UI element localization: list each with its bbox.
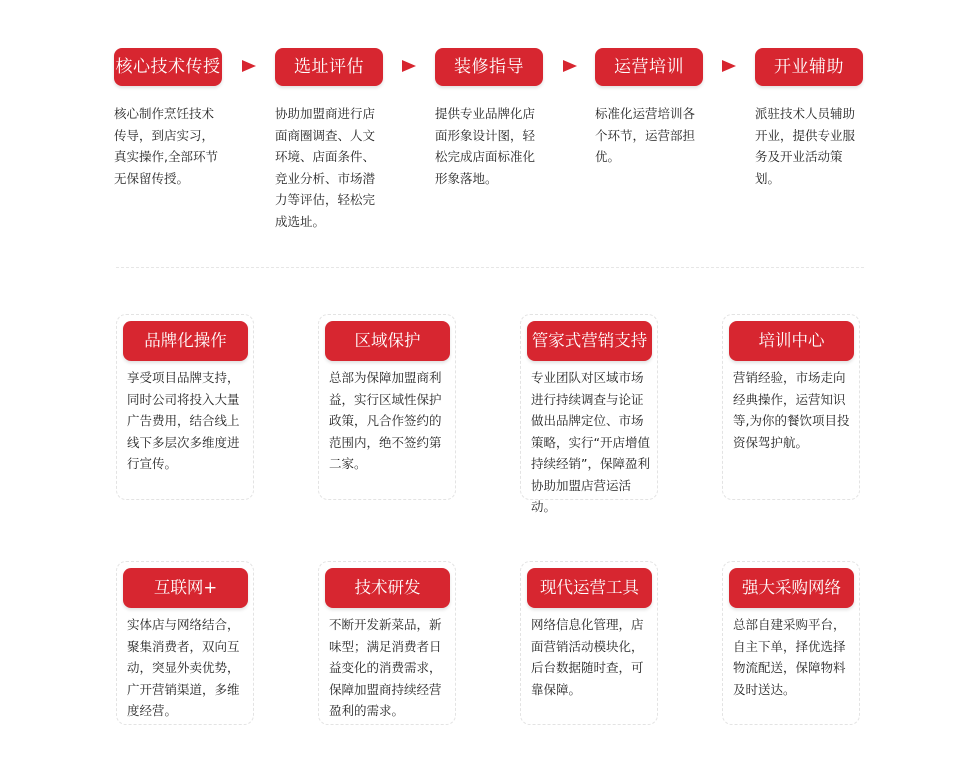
card-description: 实体店与网络结合，聚集消费者，双向互动，突显外卖优势，广开营销渠道，多维度经营。 — [127, 617, 240, 718]
service-card — [318, 561, 456, 725]
step-title: 开业辅助 — [755, 48, 863, 86]
step-description: 标准化运营培训各个环节，运营部担优。 — [595, 106, 696, 164]
process-step-2 — [275, 48, 435, 232]
service-card — [722, 561, 860, 725]
card-title: 互联网+ — [123, 568, 248, 608]
service-card — [318, 314, 456, 500]
card-title: 管家式营销支持 — [527, 321, 652, 361]
step-description: 协助加盟商进行店面商圈调查、人文环境、店面条件、竞业分析、市场潜力等评估，轻松完成选址。 — [275, 106, 376, 229]
step-title: 装修指导 — [435, 48, 543, 86]
service-card — [520, 561, 658, 725]
card-title: 培训中心 — [729, 321, 854, 361]
card-title: 区域保护 — [325, 321, 450, 361]
arrow-right-icon — [563, 60, 577, 72]
card-description: 享受项目品牌支持，同时公司将投入大量广告费用，结合线上线下多层次多维度进行宣传。 — [127, 370, 240, 471]
card-description: 总部为保障加盟商利益，实行区域性保护政策，凡合作签约的范围内，绝不签约第二家。 — [329, 370, 442, 471]
card-description: 网络信息化管理，店面营销活动模块化，后台数据随时查，可靠保障。 — [531, 617, 644, 697]
arrow-right-icon — [402, 60, 416, 72]
step-description: 提供专业品牌化店面形象设计图，轻松完成店面标准化形象落地。 — [435, 106, 536, 186]
card-title: 现代运营工具 — [527, 568, 652, 608]
process-step-5 — [755, 48, 915, 189]
card-title: 品牌化操作 — [123, 321, 248, 361]
service-card — [116, 561, 254, 725]
service-card — [520, 314, 658, 514]
arrow-right-icon — [722, 60, 736, 72]
section-divider — [116, 267, 864, 268]
card-description: 不断开发新菜品，新味型；满足消费者日益变化的消费需求，保障加盟商持续经营盈利的需求。 — [329, 617, 442, 718]
step-description: 派驻技术人员辅助开业，提供专业服务及开业活动策划。 — [755, 106, 856, 186]
arrow-right-icon — [242, 60, 256, 72]
service-card — [722, 314, 860, 500]
card-description: 总部自建采购平台，自主下单，择优选择物流配送，保障物料及时送达。 — [733, 617, 846, 697]
step-title: 选址评估 — [275, 48, 383, 86]
card-description: 专业团队对区域市场进行持续调查与论证做出品牌定位、市场策略，实行“开店增值持续经销”，保障盈利协助加盟店营运活动。 — [531, 370, 650, 514]
service-card — [116, 314, 254, 500]
card-description: 营销经验，市场走向经典操作，运营知识等,为你的餐饮项目投资保驾护航。 — [733, 370, 850, 450]
card-title: 技术研发 — [325, 568, 450, 608]
step-title: 运营培训 — [595, 48, 703, 86]
step-description: 核心制作烹饪技术传导，到店实习，真实操作,全部环节无保留传授。 — [114, 106, 218, 186]
card-title: 强大采购网络 — [729, 568, 854, 608]
step-title: 核心技术传授 — [114, 48, 222, 86]
